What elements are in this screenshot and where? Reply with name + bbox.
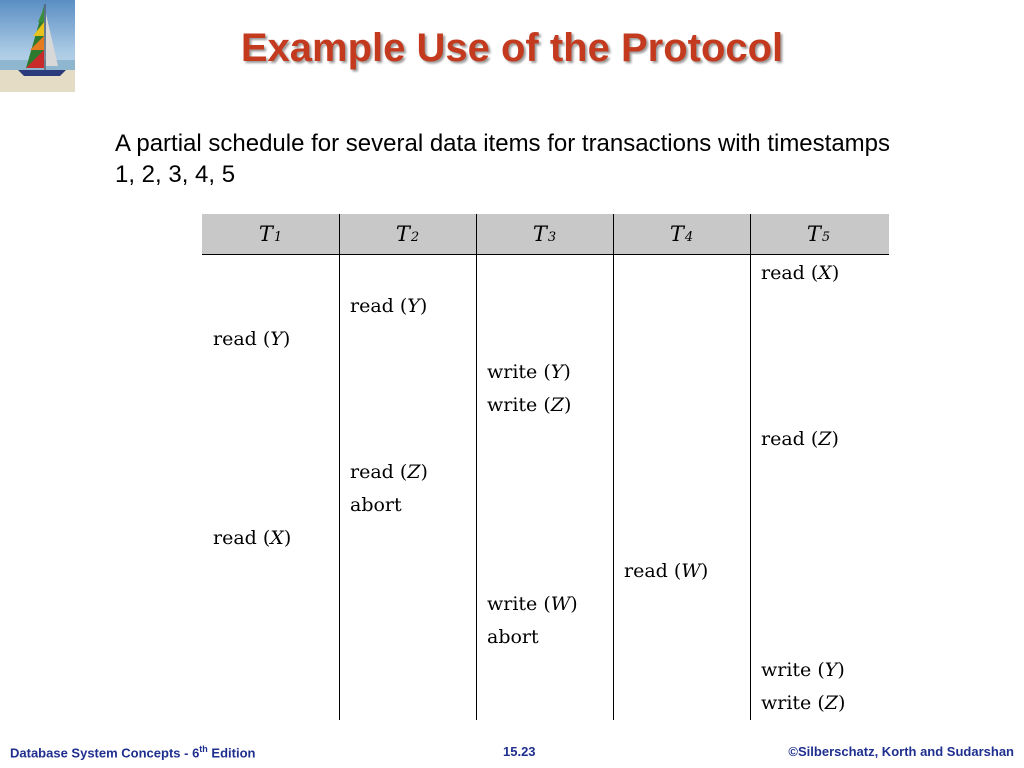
footer-page-number: 15.23 — [503, 744, 536, 759]
operation-data-item: X — [270, 527, 284, 549]
operation-data-item: Z — [824, 692, 838, 714]
column-header-t4: T $_4$ — [669, 222, 694, 246]
intro-text: A partial schedule for several data items for transactions with timestamps 1, 2, 3, 4, 5 — [115, 130, 891, 188]
schedule-operation: read (Z) — [350, 461, 428, 483]
operation-data-item: Y — [550, 361, 564, 383]
schedule-operation: read (X) — [761, 262, 840, 284]
operation-name: write — [487, 394, 538, 416]
footer-copyright: ©Silberschatz, Korth and Sudarshan — [788, 744, 1014, 759]
operation-name: abort — [487, 626, 539, 648]
operation-name: read — [350, 461, 394, 483]
schedule-operation: write (Y) — [761, 659, 845, 681]
operation-name: read — [624, 560, 668, 582]
operation-data-item: Z — [550, 394, 564, 416]
column-divider — [613, 214, 614, 720]
schedule-operation — [350, 494, 402, 516]
operation-name: write — [761, 659, 812, 681]
operation-name: read — [213, 527, 257, 549]
column-divider — [339, 214, 340, 720]
operation-name: write — [761, 692, 812, 714]
schedule-operation: read (X) — [213, 527, 292, 549]
schedule-operation: write (W) — [487, 593, 578, 615]
operation-data-item: Y — [407, 295, 420, 317]
header-divider — [202, 254, 889, 255]
schedule-operation: read (Y) — [350, 295, 428, 317]
operation-data-item: Y — [270, 328, 283, 350]
schedule-operation: read (W) — [624, 560, 709, 582]
schedule-operation: read (Z) — [761, 428, 839, 450]
operation-name: read — [213, 328, 257, 350]
schedule-table — [202, 214, 889, 720]
operation-name: read — [350, 295, 394, 317]
operation-name: write — [487, 593, 538, 615]
footer-book-title: Database System Concepts - 6th Edition — [10, 744, 256, 761]
operation-name: abort — [350, 494, 402, 516]
operation-name: read — [761, 428, 805, 450]
operation-data-item: X — [818, 262, 832, 284]
operation-data-item: Z — [407, 461, 421, 483]
operation-name: write — [487, 361, 538, 383]
column-divider — [476, 214, 477, 720]
schedule-operation: read (Y) — [213, 328, 291, 350]
column-header-t3: T $_3$ — [532, 222, 557, 246]
operation-data-item: W — [550, 593, 571, 615]
slide-title: Example Use of the Protocol — [240, 26, 784, 70]
column-header-t1: T $_1$ — [258, 222, 283, 246]
column-header-t2: T $_2$ — [395, 222, 420, 246]
schedule-operation: write (Z) — [487, 394, 572, 416]
column-divider — [750, 214, 751, 720]
operation-data-item: Y — [824, 659, 838, 681]
schedule-operation: write (Y) — [487, 361, 571, 383]
schedule-operation — [487, 626, 539, 648]
operation-data-item: W — [681, 560, 701, 582]
column-header-t5: T $_5$ — [806, 222, 831, 246]
schedule-operation: write (Z) — [761, 692, 846, 714]
operation-name: read — [761, 262, 805, 284]
operation-data-item: Z — [818, 428, 832, 450]
